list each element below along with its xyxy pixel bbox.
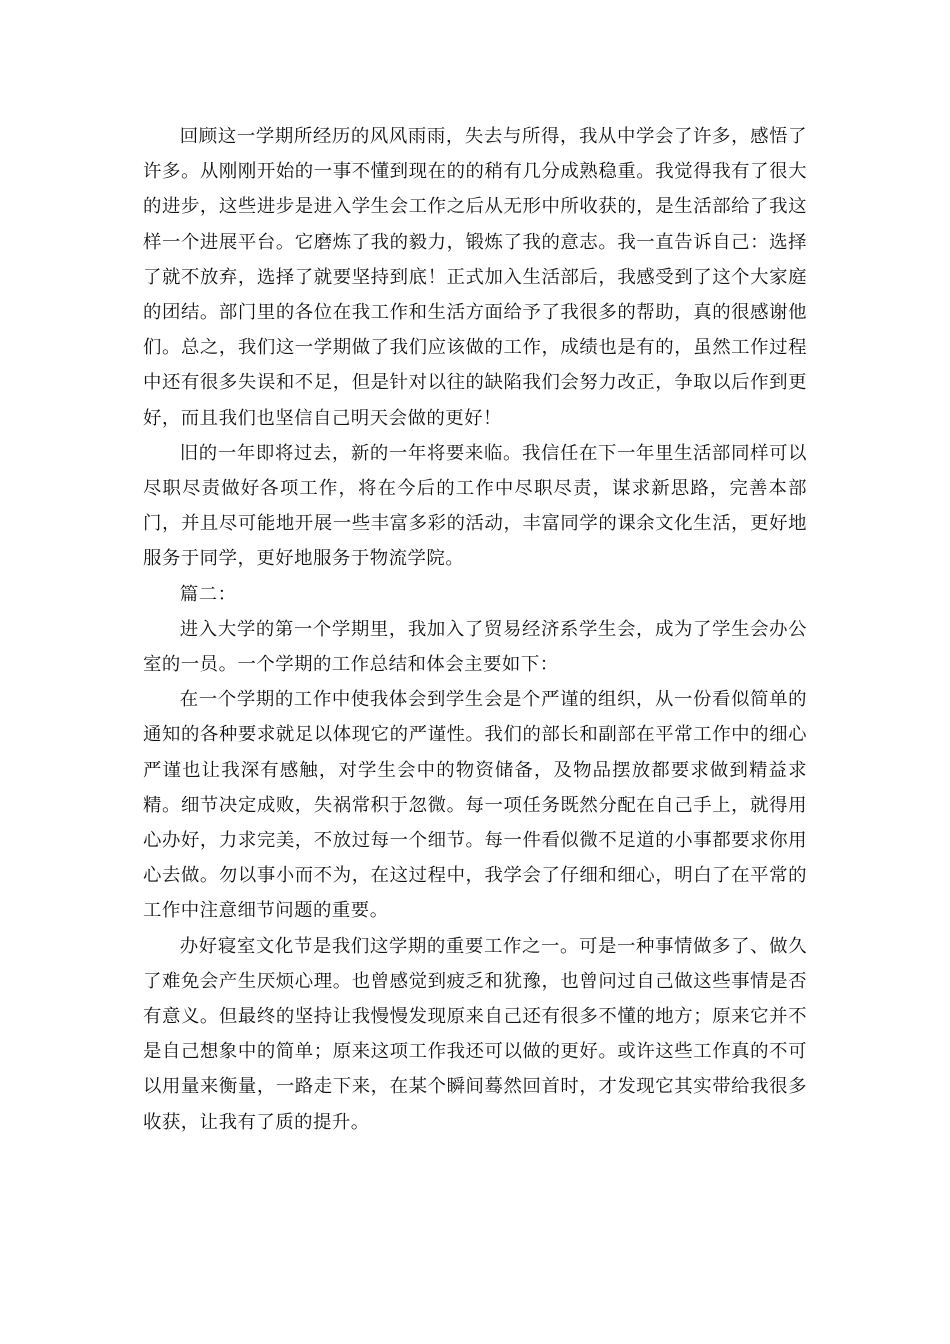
- section-heading: 篇二：: [179, 583, 237, 605]
- paragraph-joining: 进入大学的第一个学期里，我加入了贸易经济系学生会，成为了学生会办公室的一员。一个学期的工作总结和体会主要如下：: [143, 618, 807, 676]
- document-body: [143, 119, 807, 1140]
- paragraph-review: 回顾这一学期所经历的风风雨雨，失去与所得，我从中学会了许多，感悟了许多。从刚刚开始的一事不懂到现在的的稍有几分成熟稳重。我觉得我有了很大的进步，这些进步是进入学生会工作之后从无形中所收获的，是生活部给了我这样一个进展平台。它磨炼了我的毅力，锻炼了我的意志。我一直告诉自己：选择了就不放弃，选择了就要坚持到底！正式加入生活部后，我感受到了这个大家庭的团结。部门里的各位在我工作和生活方面给予了我很多的帮助，真的很感谢他们。总之，我们这一学期做了我们应该做的工作，成绩也是有的，虽然工作过程中还有很多失误和不足，但是针对以往的缺陷我们会努力改正，争取以后作到更好，而且我们也坚信自己明天会做的更好！: [143, 126, 807, 429]
- paragraph-culture-festival: 办好寝室文化节是我们这学期的重要工作之一。可是一种事情做多了、做久了难免会产生厌烦心理。也曾感觉到疲乏和犹豫，也曾问过自己做这些事情是否有意义。但最终的坚持让我慢慢发现原来自己还有很多不懂的地方；原来它并不是自己想象中的简单；原来这项工作我还可以做的更好。或许这些工作真的不可以用量来衡量，一路走下来，在某个瞬间蓦然回首时，才发现它其实带给我很多收获，让我有了质的提升。: [143, 935, 807, 1133]
- paragraph-rigor: 在一个学期的工作中使我体会到学生会是个严谨的组织，从一份看似简单的通知的各种要求就足以体现它的严谨性。我们的部长和副部在平常工作中的细心严谨也让我深有感触，对学生会中的物资储备，及物品摆放都要求做到精益求精。细节决定成败，失祸常积于忽微。每一项任务既然分配在自己手上，就得用心办好，力求完美，不放过每一个细节。每一件看似微不足道的小事都要求你用心去做。勿以事小而不为，在这过程中，我学会了仔细和细心，明白了在平常的工作中注意细节问题的重要。: [143, 689, 807, 922]
- paragraph-new-year: 旧的一年即将过去，新的一年将要来临。我信任在下一年里生活部同样可以尽职尽责做好各项工作，将在今后的工作中尽职尽责，谋求新思路，完善本部门，并且尽可能地开展一些丰富多彩的活动，丰富同学的课余文化生活，更好地服务于同学，更好地服务于物流学院。: [143, 442, 807, 570]
